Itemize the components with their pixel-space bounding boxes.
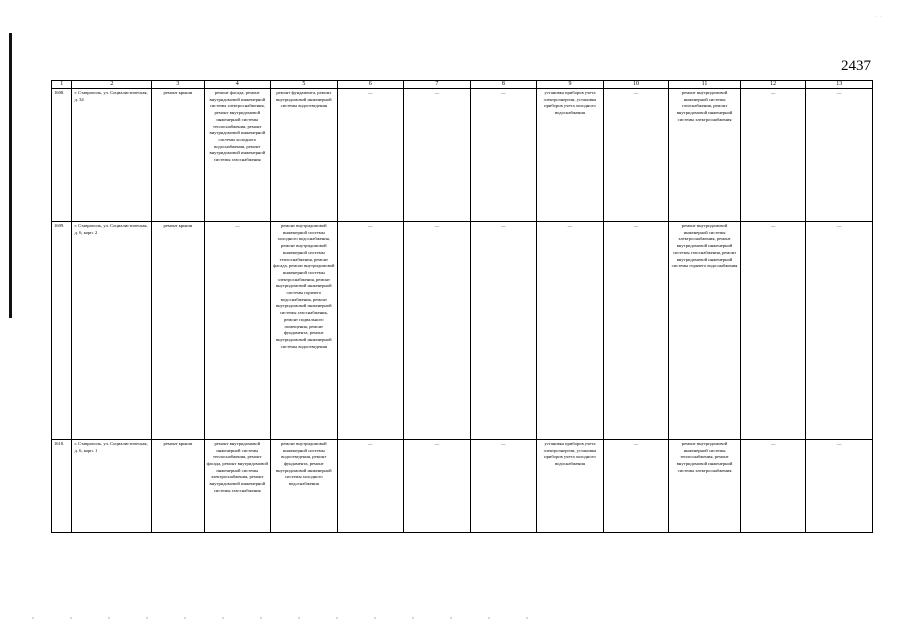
column-number-12: 12 — [740, 81, 806, 89]
column-number-13: 13 — [806, 81, 873, 89]
column-number-2: 2 — [72, 81, 152, 89]
column-number-5: 5 — [271, 81, 338, 89]
work-cell: установка приборов учета электроэнергии, установка приборов учета холодного водоснабжения — [537, 439, 604, 532]
column-number-9: 9 — [537, 81, 604, 89]
scan-margin-bar — [9, 33, 12, 318]
empty-cell: — — [740, 439, 806, 532]
column-number-6: 6 — [337, 81, 404, 89]
empty-cell: — — [337, 221, 404, 439]
row-number: 1608. — [52, 89, 72, 222]
repair-schedule-table — [51, 80, 873, 533]
work-cell: ремонт фасада, ремонт внутридомовой инженерной системы электроснабжения, ремонт внутридомовой инженерной системы теплоснабжения, ремонт внутридомовой инженерной системы холодного водоснабжения, ремонт внутридомовой инженерной системы газоснабжения — [204, 89, 271, 222]
empty-cell: — — [404, 89, 471, 222]
work-cell: ремонт внутридомовой инженерной системы холодного водоснабжения, ремонт внутридомовой инженерной системы теплоснабжения, ремонт фасада, ремонт внутридомовой инженерной системы электроснабжения, ремонт внутридомовой инженерной системы горячего водоснабжения, ремонт внутридомовой инженерной системы газоснабжения, ремонт подвального помещения, ремонт фундамента, ремонт внутридомовой инженерной системы водоотведения — [271, 221, 338, 439]
work-cell: ремонт внутридомовой инженерной системы электроснабжения, ремонт внутридомовой инженерной системы газоснабжения, ремонт внутридомовой инженерной системы горячего водоснабжения — [669, 221, 741, 439]
column-number-1: 1 — [52, 81, 72, 89]
empty-cell: — — [537, 221, 604, 439]
empty-cell: — — [204, 221, 271, 439]
work-cell: установка приборов учета электроэнергии, установка приборов учета холодного водоснабжения — [537, 89, 604, 222]
column-number-8: 8 — [470, 81, 537, 89]
table-row — [52, 439, 873, 532]
empty-cell: — — [603, 221, 669, 439]
work-cell: ремонт внутридомовой инженерной системы теплоснабжения, ремонт фасада, ремонт внутридомовой инженерной системы электроснабжения, ремонт внутридомовой инженерной системы газоснабжения — [204, 439, 271, 532]
work-cell: ремонт внутридомовой инженерной системы теплоснабжения, ремонт внутридомовой инженерной системы электроснабжения — [669, 439, 741, 532]
empty-cell: — — [806, 439, 873, 532]
scan-corner-mark: · · — [874, 14, 883, 20]
empty-cell: — — [603, 439, 669, 532]
column-number-3: 3 — [152, 81, 204, 89]
column-number-10: 10 — [603, 81, 669, 89]
empty-cell: — — [470, 439, 537, 532]
work-cell: ремонт внутридомовой инженерной системы газоснабжения, ремонт внутридомовой инженерной системы электроснабжения — [669, 89, 741, 222]
page-number: 2437 — [841, 58, 871, 74]
address-cell: г. Ставрополь, ул. Социалистическая, д. 6, корп. 2 — [72, 221, 152, 439]
address-cell: г. Ставрополь, ул. Социалистическая, д. 6, корп. 1 — [72, 439, 152, 532]
empty-cell: — — [404, 221, 471, 439]
work-cell: ремонт внутридомовой инженерной системы водоотведения, ремонт фундамента, ремонт внутридомовой инженерной системы холодного водоснабжения — [271, 439, 338, 532]
work-cell: ремонт фундамента, ремонт внутридомовой инженерной системы водоотведения — [271, 89, 338, 222]
work-cell: ремонт крыши — [152, 89, 204, 222]
empty-cell: — — [806, 221, 873, 439]
empty-cell: — — [337, 439, 404, 532]
row-number: 1610. — [52, 439, 72, 532]
empty-cell: — — [470, 221, 537, 439]
address-cell: г. Ставрополь, ул. Социалистическая, д. 34 — [72, 89, 152, 222]
empty-cell: — — [404, 439, 471, 532]
table-row — [52, 221, 873, 439]
empty-cell: — — [806, 89, 873, 222]
scan-footer-noise — [32, 617, 552, 619]
column-number-7: 7 — [404, 81, 471, 89]
empty-cell: — — [470, 89, 537, 222]
empty-cell: — — [337, 89, 404, 222]
header-row — [52, 81, 873, 89]
work-cell: ремонт крыши — [152, 221, 204, 439]
work-cell: ремонт крыши — [152, 439, 204, 532]
row-number: 1609. — [52, 221, 72, 439]
table-row — [52, 89, 873, 222]
empty-cell: — — [603, 89, 669, 222]
empty-cell: — — [740, 221, 806, 439]
empty-cell: — — [740, 89, 806, 222]
column-number-11: 11 — [669, 81, 741, 89]
column-number-4: 4 — [204, 81, 271, 89]
